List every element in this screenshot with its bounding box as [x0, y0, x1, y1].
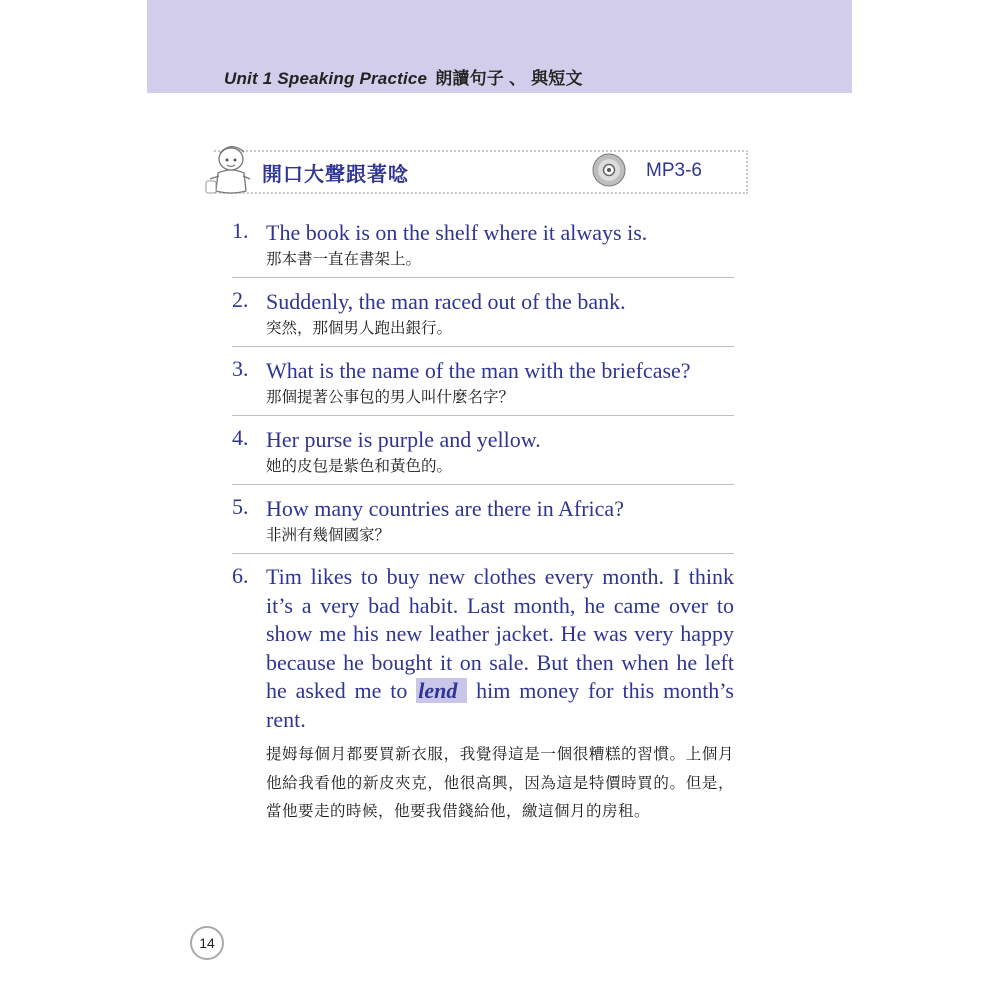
paragraph-en — [266, 563, 734, 734]
sentence-en: Suddenly, the man raced out of the bank. — [266, 289, 626, 314]
mascot-icon — [204, 143, 256, 197]
sentence-en: How many countries are there in Africa? — [266, 496, 624, 521]
sentence-zh: 非洲有幾個國家？ — [266, 526, 391, 544]
cd-audio-icon[interactable] — [592, 153, 626, 187]
sentence-en: The book is on the shelf where it always is. — [266, 220, 648, 245]
sentence-item-3 — [232, 356, 734, 416]
highlighted-word: lend — [416, 678, 467, 703]
item-number: 6. — [232, 563, 249, 588]
sentence-item-5 — [232, 494, 734, 554]
item-number: 5. — [232, 494, 249, 519]
paragraph-en-part1: Tim likes to buy new clothes every month. I think it’s a very bad habit. Last month, he came over to show me his new leather jacket. He was very happy because he bought it on sale. But then when he left he asked me to — [266, 564, 734, 703]
sentence-item-4 — [232, 425, 734, 485]
audio-track-label: MP3-6 — [646, 160, 702, 181]
unit-title-en: Unit 1 Speaking Practice — [224, 69, 428, 88]
sentence-zh: 那本書一直在書架上。 — [266, 250, 422, 268]
unit-header-title — [224, 64, 583, 89]
section-title: 開口大聲跟著唸 — [262, 162, 409, 186]
sentence-item-1 — [232, 218, 734, 278]
sentence-list — [232, 218, 734, 841]
item-number: 1. — [232, 218, 249, 243]
sentence-en: Her purse is purple and yellow. — [266, 427, 541, 452]
sentence-item-2 — [232, 287, 734, 347]
sentence-en: What is the name of the man with the briefcase? — [266, 358, 691, 383]
page-number: 14 — [190, 926, 224, 960]
paragraph-item-6 — [232, 563, 734, 832]
sentence-zh: 突然，那個男人跑出銀行。 — [266, 319, 453, 337]
paragraph-en-part2: him money for this month’s rent. — [266, 678, 734, 732]
item-number: 2. — [232, 287, 249, 312]
sentence-zh: 那個提著公事包的男人叫什麼名字？ — [266, 388, 515, 406]
unit-title-zh: 朗讀句子 、 與短文 — [435, 69, 583, 88]
sentence-zh: 她的皮包是紫色和黃色的。 — [266, 457, 453, 475]
item-number: 3. — [232, 356, 249, 381]
item-number: 4. — [232, 425, 249, 450]
paragraph-zh: 提姆每個月都要買新衣服，我覺得這是一個很糟糕的習慣。上個月他給我看他的新皮夾克，他很高興，因為這是特價時買的。但是，當他要走的時候，他要我借錢給他，繳這個月的房租。 — [266, 745, 734, 820]
